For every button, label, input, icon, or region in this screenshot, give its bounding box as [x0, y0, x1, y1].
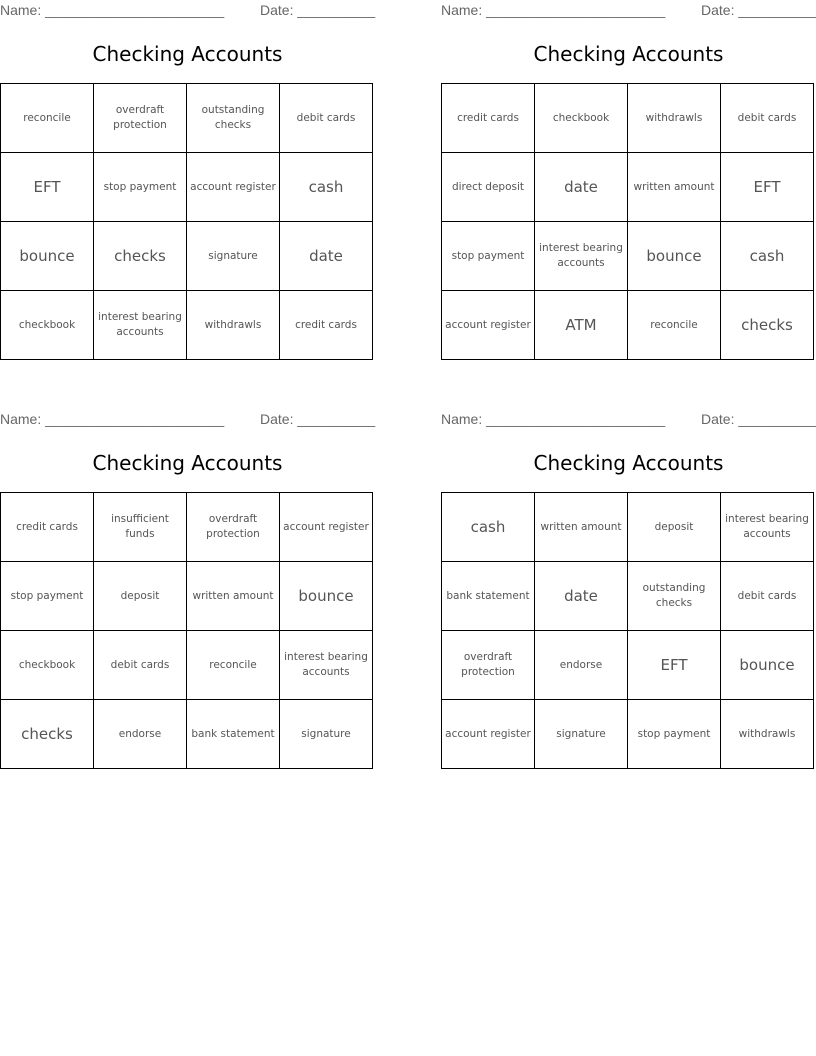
grid-cell: reconcile	[1, 84, 94, 153]
grid-row	[1, 291, 373, 360]
grid-cell: checkbook	[1, 291, 94, 360]
grid-cell: checks	[1, 700, 94, 769]
name-field: Name: _______________________	[0, 2, 225, 18]
grid-cell: overdraft protection	[442, 631, 535, 700]
grid-cell: checkbook	[1, 631, 94, 700]
grid-cell: checkbook	[535, 84, 628, 153]
grid-cell: stop payment	[442, 222, 535, 291]
grid-row	[442, 222, 814, 291]
grid-cell: debit cards	[721, 84, 814, 153]
grid-cell: signature	[187, 222, 280, 291]
card-title: Checking Accounts	[533, 42, 724, 66]
name-field: Name: _______________________	[441, 2, 666, 18]
grid-cell: stop payment	[94, 153, 187, 222]
grid-row	[442, 562, 814, 631]
grid-cell: reconcile	[628, 291, 721, 360]
grid-cell: overdraft protection	[94, 84, 187, 153]
grid-cell: bank statement	[442, 562, 535, 631]
grid-row	[442, 153, 814, 222]
grid-cell: overdraft protection	[187, 493, 280, 562]
grid-cell: credit cards	[1, 493, 94, 562]
grid-cell: bounce	[1, 222, 94, 291]
grid-cell: bank statement	[187, 700, 280, 769]
grid-cell: account register	[442, 700, 535, 769]
grid-cell: cash	[280, 153, 373, 222]
grid-cell: stop payment	[628, 700, 721, 769]
grid-row	[1, 631, 373, 700]
grid-cell: endorse	[94, 700, 187, 769]
grid-cell: outstanding checks	[187, 84, 280, 153]
grid-cell: interest bearing accounts	[280, 631, 373, 700]
grid-cell: interest bearing accounts	[721, 493, 814, 562]
grid-cell: deposit	[628, 493, 721, 562]
grid-cell: bounce	[721, 631, 814, 700]
grid-cell: date	[535, 562, 628, 631]
grid-row	[442, 493, 814, 562]
bingo-grid	[0, 492, 373, 769]
bingo-grid	[441, 492, 814, 769]
date-field: Date: __________	[260, 411, 376, 427]
grid-cell: reconcile	[187, 631, 280, 700]
grid-cell: account register	[280, 493, 373, 562]
grid-cell: signature	[280, 700, 373, 769]
grid-cell: credit cards	[280, 291, 373, 360]
grid-cell: account register	[442, 291, 535, 360]
grid-cell: ATM	[535, 291, 628, 360]
grid-row	[1, 153, 373, 222]
card-title: Checking Accounts	[92, 42, 283, 66]
grid-cell: bounce	[628, 222, 721, 291]
date-field: Date: __________	[260, 2, 376, 18]
date-field: Date: __________	[701, 2, 816, 18]
grid-row	[1, 493, 373, 562]
grid-row	[1, 222, 373, 291]
date-field: Date: __________	[701, 411, 816, 427]
grid-cell: signature	[535, 700, 628, 769]
grid-cell: insufficient funds	[94, 493, 187, 562]
grid-cell: written amount	[628, 153, 721, 222]
card-title: Checking Accounts	[92, 451, 283, 475]
grid-cell: withdrawls	[721, 700, 814, 769]
grid-cell: date	[535, 153, 628, 222]
grid-cell: written amount	[187, 562, 280, 631]
grid-cell: deposit	[94, 562, 187, 631]
grid-row	[1, 562, 373, 631]
grid-row	[442, 84, 814, 153]
grid-cell: withdrawls	[628, 84, 721, 153]
bingo-grid	[0, 83, 373, 360]
name-field: Name: _______________________	[0, 411, 225, 427]
card-title: Checking Accounts	[533, 451, 724, 475]
grid-cell: direct deposit	[442, 153, 535, 222]
grid-cell: interest bearing accounts	[94, 291, 187, 360]
grid-cell: written amount	[535, 493, 628, 562]
grid-row	[1, 700, 373, 769]
grid-cell: cash	[442, 493, 535, 562]
grid-cell: EFT	[721, 153, 814, 222]
grid-cell: debit cards	[94, 631, 187, 700]
name-field: Name: _______________________	[441, 411, 666, 427]
grid-row	[442, 291, 814, 360]
grid-row	[442, 631, 814, 700]
grid-cell: debit cards	[280, 84, 373, 153]
grid-cell: debit cards	[721, 562, 814, 631]
grid-cell: EFT	[1, 153, 94, 222]
bingo-card	[0, 0, 375, 372]
bingo-card	[0, 409, 375, 781]
bingo-card	[441, 0, 816, 372]
grid-row	[1, 84, 373, 153]
grid-row	[442, 700, 814, 769]
grid-cell: account register	[187, 153, 280, 222]
grid-cell: checks	[721, 291, 814, 360]
grid-cell: bounce	[280, 562, 373, 631]
grid-cell: cash	[721, 222, 814, 291]
bingo-grid	[441, 83, 814, 360]
grid-cell: endorse	[535, 631, 628, 700]
grid-cell: checks	[94, 222, 187, 291]
grid-cell: withdrawls	[187, 291, 280, 360]
bingo-card	[441, 409, 816, 781]
grid-cell: stop payment	[1, 562, 94, 631]
grid-cell: outstanding checks	[628, 562, 721, 631]
grid-cell: credit cards	[442, 84, 535, 153]
grid-cell: interest bearing accounts	[535, 222, 628, 291]
grid-cell: EFT	[628, 631, 721, 700]
grid-cell: date	[280, 222, 373, 291]
